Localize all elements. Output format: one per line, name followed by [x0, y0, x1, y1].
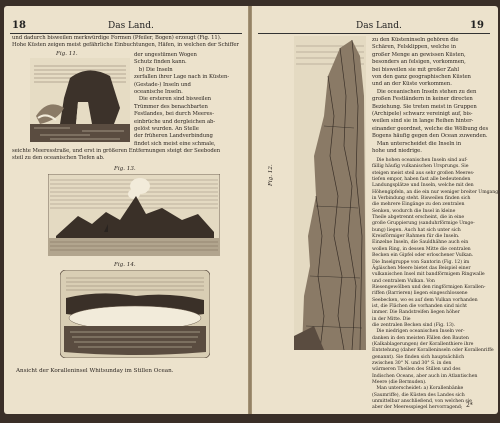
fig11-rock-arch-image [30, 58, 130, 142]
fig12-caption: Fig. 12. [268, 164, 274, 186]
left-top-text: und dadurch bisweilen merkwürdige Formen (Pfeiler, Bogen) erzeugt (Fig. 11). Hohe Küsten zeigen meist gefährliche Einbuchtungen, Häfen, in welchen der Schiffer [12, 35, 239, 49]
right-header-rule [258, 33, 490, 34]
fig14-coral-island-image [60, 270, 210, 358]
right-column-text-b: Die hohen oceanischen Inseln sind auf- fällig häufig vulkanischen Ursprungs. Sie steigen meist steil aus sehr großen Meeres- tiefen empor, haben fast alle bedeutenden Landungsplätze und Inseln, welche mit den Höhengipfeln, an die ein nur weniger breiter Umgang in Verbindung steht. Bisweilen finden sich die mehrere Eingänge zu den zentralen Senken, wodurch die Insel in kleine Theile abgetrennt erscheint, die in eine große Gruppierung (sanduhrförmige Umge- bung) liegen. Auch hat sich unter sich Kreisförmiger Rahmen für die Inseln. Einzelne Inseln, die Sauldhähne auch ein wollen Ring, in dessen Mitte die centralen Becken ein Gipfel oder erloschener Vulkan. Die Inselgruppe von Santorin (Fig. 12) im Ägäischen Meere bietet das Beispiel einer vulkanischen Insel mit bandförmigem Ringwalle und centralem Vulkan. Von Riesengewölben und den ringförmigen Korallen- riffen (Barrieren) liegen eingeschlossene Seebecken, wo es auf dem Vulkan vorhanden ist, die Flächen die vorhanden sind nicht immer. Die Randstreifen liegen höher in der Mitte. Die die zentralen Becken sind (Fig. 13). Die niedrigen oceanischen Inseln ver- danken in den meisten Fällen den Bauten (Kalkablagerungen) der Korallenthiere ihre Entstehung (daher Koralleninseln oder Korallenriffe genannt). Sie finden sich hauptsächlich zwischen 30° N. und 30° S. in den wärmeren Theilen des Stillen und des Indischen Oceans, aber auch im Atlantischen Meere (die Bermuden). Man unterscheidet: a) Korallenbänke (Saumriffe), die Küsten des Landes sich unmittelbar anschließend, von welchen sie aber der Meeresspiegel hervorragend; [372, 158, 498, 411]
left-running-head: Das Land. [108, 21, 154, 31]
left-wide-text: seichte Meeresstraße, und erst in größeren Entfernungen steigt der Seeboden steil zu den oceanischen Tiefen ab. [12, 148, 221, 162]
left-header-rule [10, 33, 242, 34]
fig12-cliff-image [294, 36, 366, 350]
fig11-caption: Fig. 11. [56, 51, 78, 57]
fig14-caption: Fig. 14. [114, 262, 136, 268]
left-page-number: 18 [12, 20, 26, 31]
left-side-text: der ungestümen Wogen Schutz finden kann. b) Die Inseln zerfallen ihrer Lage nach in Küsten- (Gestade-) Inseln und oceanische Inseln. Die ersteren sind bisweilen Trümmer des benachbarten Festlandes, bei durch Meeres- einbrüche und dergleichen ab- gelöst wurden. An Stelle der früheren Landverbindung findet sich meist eine schmale, [134, 52, 230, 147]
right-footer-mark: 2* [466, 402, 473, 409]
fig13-caption: Fig. 13. [114, 166, 136, 172]
right-page [252, 6, 498, 414]
fig13-volcanic-island-image [48, 174, 220, 256]
fig14-long-caption: Ansicht der Koralleninsel Whitsunday im Stillen Ocean. [16, 368, 174, 374]
right-page-number: 19 [470, 20, 484, 31]
right-column-text-a: zu den Küsteninseln gehören die Schären, Felsklippen, welche in großer Menge an gewissen Küsten, besonders an felsigen, vorkommen, bei bisweilen sie mit großer Zahl von den ganz geographischen Küsten und an der Küste vorkommen. Die oceanischen Inseln stehen zu den großen Festländern in keiner directen Beziehung. Sie treten meist in Gruppen (Archipele) schwarz vereinigt auf, bis- weilen sind sie in lange Reihen hinter- einander geordnet, welche die Wölbung des Bogens häufig gegen den Ocean zuwenden. Man unterscheidet die Inseln in hohe und niedrige. [372, 37, 489, 155]
right-running-head: Das Land. [356, 21, 402, 31]
left-page [4, 6, 248, 414]
